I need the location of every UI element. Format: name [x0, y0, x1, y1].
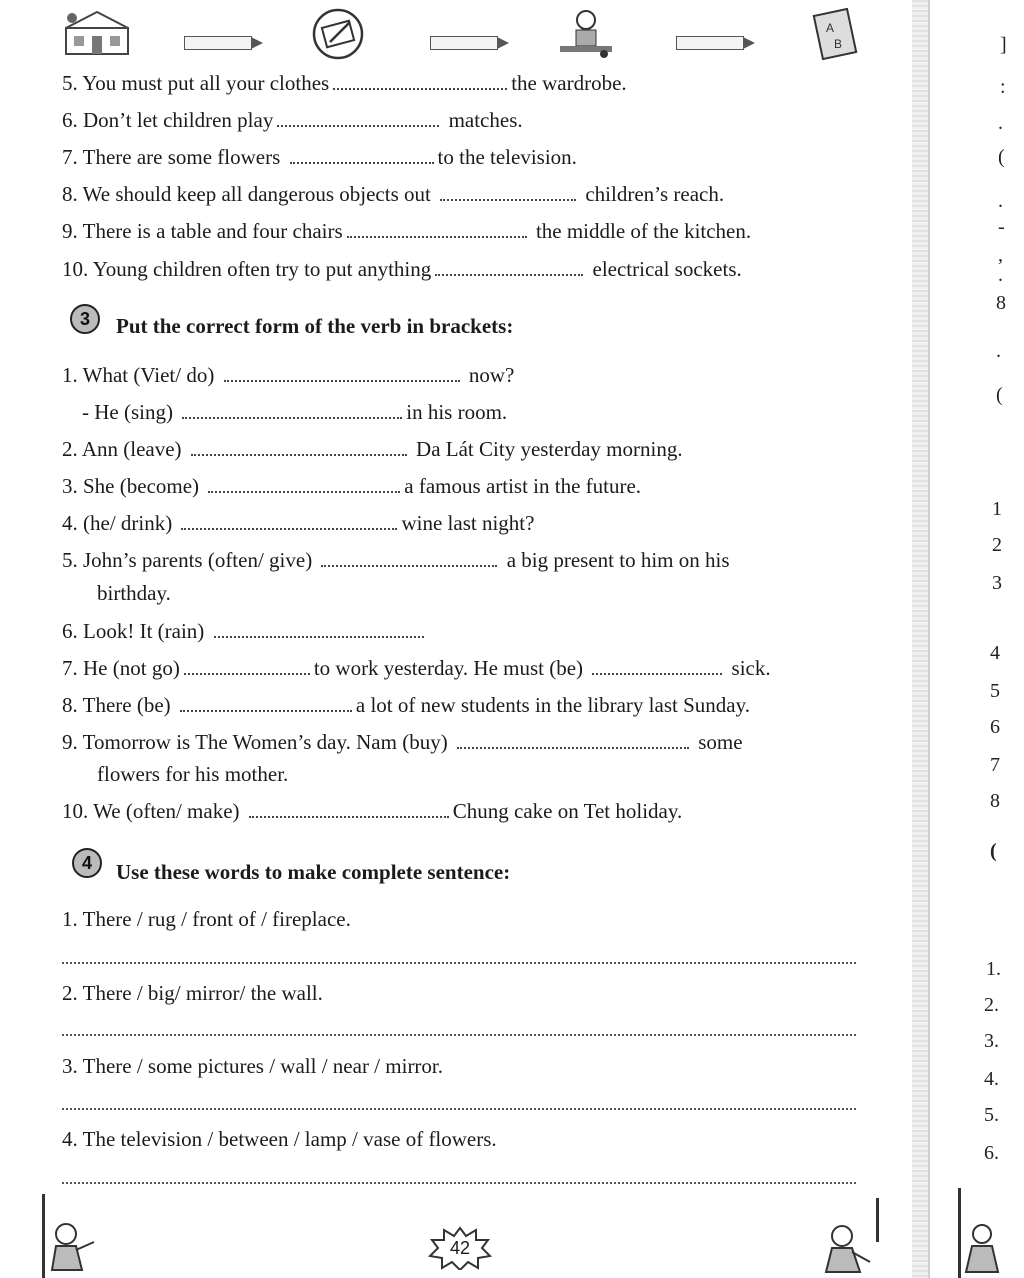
- margin-mark: (: [998, 146, 1005, 168]
- blank[interactable]: [184, 671, 310, 675]
- student-at-desk-icon: [556, 8, 616, 60]
- exercise-item: 5. You must put all your clothes the wardrobe.: [62, 71, 627, 95]
- blank[interactable]: [208, 489, 400, 493]
- margin-mark: (: [990, 840, 997, 862]
- pencil-icon: [676, 36, 744, 50]
- exercise-item: 6. Don’t let children play matches.: [62, 108, 523, 132]
- answer-line[interactable]: [62, 962, 856, 964]
- exercise-item-continuation: flowers for his mother.: [97, 762, 289, 786]
- margin-mark: -: [998, 216, 1005, 238]
- margin-mark: .: [996, 340, 1001, 362]
- abc-book-icon: [812, 8, 858, 60]
- blank[interactable]: [277, 123, 439, 127]
- exercise-item: - He (sing) in his room.: [82, 400, 508, 424]
- exercise-item: 10. We (often/ make) Chung cake on Tet holiday.: [62, 799, 683, 823]
- blank[interactable]: [333, 86, 507, 90]
- child-cartoon-icon: [962, 1220, 1004, 1276]
- margin-mark: 5: [990, 680, 1000, 702]
- corner-border-line: [876, 1198, 879, 1242]
- blank[interactable]: [249, 814, 449, 818]
- exercise-item: 10. Young children often try to put anything electrical sockets.: [62, 257, 742, 281]
- blank[interactable]: [290, 160, 434, 164]
- corner-border-line: [42, 1194, 45, 1278]
- margin-mark: 7: [990, 754, 1000, 776]
- blank[interactable]: [224, 378, 460, 382]
- margin-mark: 4.: [984, 1068, 999, 1090]
- svg-text:B: B: [834, 37, 843, 51]
- exercise-item: 5. John’s parents (often/ give) a big present to him on his: [62, 548, 730, 572]
- exercise-item: 4. The television / between / lamp / vase of flowers.: [62, 1127, 497, 1151]
- blank[interactable]: [191, 452, 407, 456]
- exercise-item: 7. There are some flowers to the television.: [62, 145, 577, 169]
- binding-gutter: [912, 0, 928, 1278]
- blank[interactable]: [321, 563, 497, 567]
- exercise-item: 2. There / big/ mirror/ the wall.: [62, 981, 323, 1005]
- child-cartoon-icon: [820, 1222, 876, 1278]
- child-cartoon-icon: [46, 1220, 100, 1278]
- exercise-item-continuation: birthday.: [97, 581, 171, 605]
- answer-line[interactable]: [62, 1182, 856, 1184]
- section-title: Put the correct form of the verb in brackets:: [116, 314, 514, 338]
- exercise-item: 9. Tomorrow is The Women’s day. Nam (buy) some: [62, 730, 743, 754]
- margin-mark: ]: [1000, 34, 1007, 56]
- section-title: Use these words to make complete sentence:: [116, 860, 511, 884]
- exercise-item: 3. She (become) a famous artist in the future.: [62, 474, 642, 498]
- pencil-icon: [184, 36, 252, 50]
- section-number-badge: 3: [70, 304, 100, 334]
- blank[interactable]: [347, 234, 527, 238]
- exercise-item: 1. There / rug / front of / fireplace.: [62, 907, 351, 931]
- margin-mark: 1: [992, 498, 1002, 520]
- blank[interactable]: [440, 197, 576, 201]
- blank[interactable]: [180, 708, 352, 712]
- margin-mark: :: [1000, 76, 1006, 98]
- margin-mark: 4: [990, 642, 1000, 664]
- margin-mark: 6.: [984, 1142, 999, 1164]
- exercise-item: 2. Ann (leave) Da Lát City yesterday morning.: [62, 437, 683, 461]
- margin-mark: 6: [990, 716, 1000, 738]
- exercise-item: 4. (he/ drink) wine last night?: [62, 511, 535, 535]
- exercise-item: 8. There (be) a lot of new students in the library last Sunday.: [62, 693, 750, 717]
- margin-mark: 1.: [986, 958, 1001, 980]
- book-writing-icon: [308, 8, 368, 60]
- exercise-item: 3. There / some pictures / wall / near / mirror.: [62, 1054, 444, 1078]
- margin-mark: 3.: [984, 1030, 999, 1052]
- svg-text:A: A: [826, 21, 835, 35]
- exercise-item: 1. What (Viet/ do) now?: [62, 363, 515, 387]
- margin-mark: .: [998, 190, 1003, 212]
- margin-mark: 2.: [984, 994, 999, 1016]
- exercise-item: 9. There is a table and four chairs the middle of the kitchen.: [62, 219, 752, 243]
- margin-mark: ,: [998, 244, 1003, 266]
- binding-edge: [928, 0, 930, 1278]
- margin-mark: .: [998, 264, 1003, 286]
- pencil-icon: [430, 36, 498, 50]
- blank[interactable]: [457, 745, 689, 749]
- exercise-item: 8. We should keep all dangerous objects out children’s reach.: [62, 182, 725, 206]
- blank[interactable]: [181, 526, 397, 530]
- margin-mark: 2: [992, 534, 1002, 556]
- answer-line[interactable]: [62, 1108, 856, 1110]
- margin-mark: 5.: [984, 1104, 999, 1126]
- corner-border-line: [958, 1188, 961, 1278]
- margin-mark: 8: [990, 790, 1000, 812]
- margin-mark: .: [998, 112, 1003, 134]
- margin-mark: 3: [992, 572, 1002, 594]
- section-number-badge: 4: [72, 848, 102, 878]
- blank[interactable]: [435, 272, 583, 276]
- blank[interactable]: [592, 671, 722, 675]
- page-number: 42: [449, 1238, 471, 1258]
- school-building-icon: [62, 8, 136, 60]
- margin-mark: (: [996, 384, 1003, 406]
- answer-line[interactable]: [62, 1034, 856, 1036]
- blank[interactable]: [214, 634, 424, 638]
- margin-mark: 8: [996, 292, 1006, 314]
- blank[interactable]: [182, 415, 402, 419]
- exercise-item: 7. He (not go) to work yesterday. He must (be) sick.: [62, 656, 771, 680]
- exercise-item: 6. Look! It (rain): [62, 618, 428, 644]
